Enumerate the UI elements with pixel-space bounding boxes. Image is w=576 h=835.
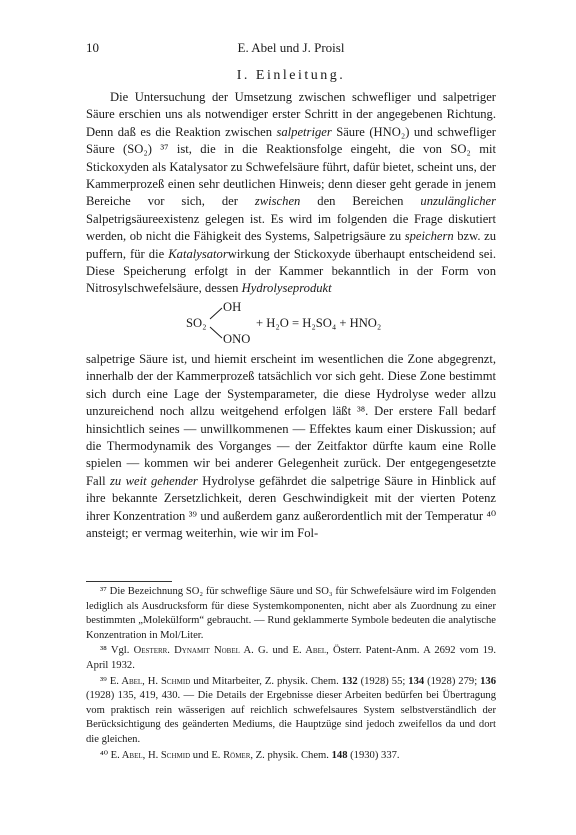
paragraph-1-run: unzulänglicher xyxy=(420,194,496,209)
equation-so3: SO₂ xyxy=(186,315,207,330)
footnote-run: ⁴⁰ xyxy=(100,749,111,761)
page-header xyxy=(86,40,496,58)
paragraph-1-run: zwischen xyxy=(254,194,301,209)
paragraph-1-run: speichern xyxy=(404,229,454,244)
chemical-equation xyxy=(86,300,496,348)
paragraph-2-run: salpetrige Säure ist, und hiemit erscheint im wesentlichen die Zone abgegrenzt, innerhalb der der Kammerprozeß tatsächlich vor sich geht. Diese Zone bestimmt sich durch eine Lage der Systemparameter, die diese Hydrolyse weder allzu unzureichend noch allzu weitgehend erfolgen läßt ³⁸. Der erstere Fall bedarf hinsichtlich seines — unwillkommenen — Effektes kaum einer Diskussion; auf die Thermodynamik des Vorganges — der Zeitfaktor dürfte kaum eine Rolle spielen — kommen wir bei anderer Gelegenheit zurück. Der entgegengesetzte Fall xyxy=(86,351,496,488)
paragraph-1-run: Säure (HNO₂) und schwefliger Säure (SO₂) ³⁷ ist, die in die Reaktionsfolge eingeht, die von SO₂ mit Stickoxyden als Katalysator zu Schwefelsäure führt, dafür bietet, scheint uns, der Kammerprozeß einen sehr deutlichen Hinweis; denn dieser geht gerade in jenem Bereiche vor sich, der xyxy=(86,124,496,209)
body-text xyxy=(86,89,496,542)
footnote-run: (1928) 279; xyxy=(424,675,481,687)
paragraph-1-run: Die Untersuchung der Umsetzung zwischen schwefliger und salpetriger Säure erschien uns als notwendiger erster Schritt in der angegebenen Richtung. Denn daß es die Reaktion zwischen xyxy=(86,90,496,139)
footnote-38 xyxy=(86,644,496,673)
paragraph-1-run: Salpetrigsäureexistenz gelegen ist. Es wird im folgenden die Frage diskutiert werden, ob nicht die Fähigkeit des Systems, Salpetrigsäure zu xyxy=(86,211,496,244)
footnote-run: und xyxy=(190,749,212,761)
footnote-run: , Österr. Patent-Anm. A 2692 vom 19. April 1932. xyxy=(86,645,496,671)
footnote-run: A. G. und xyxy=(239,645,293,657)
footnote-run: 132 xyxy=(341,675,358,687)
paragraph-2 xyxy=(86,351,496,542)
paragraph-2-run: zu weit gehender xyxy=(110,473,198,488)
equation-ono: ONO xyxy=(223,331,251,346)
footnote-run: ³⁸ Vgl. xyxy=(100,645,134,657)
footnote-run: E. Abel, H. Schmid xyxy=(110,749,191,761)
paragraph-1-run: wirkung der Stickoxyde überhaupt entscheidend sei. Diese Speicherung erfolgt in der Kammer bekanntlich in der Form von Nitrosylschwefelsäure, dessen xyxy=(86,246,497,296)
page-number: 10 xyxy=(86,40,99,55)
footnote-40 xyxy=(86,749,496,764)
paragraph-1-run: salpetriger xyxy=(276,124,332,139)
footnote-run: E. Abel xyxy=(292,645,327,657)
footnote-run: E. Abel, H. Schmid xyxy=(109,675,191,687)
equation-rhs: + H₂O = H₂SO₄ + HNO₂ xyxy=(256,315,382,330)
paragraph-1-run: Katalysator xyxy=(168,246,228,261)
footnote-run: (1930) 337. xyxy=(347,749,400,761)
footnote-run: 134 xyxy=(408,675,425,687)
footnote-run: Oesterr. Dynamit Nobel xyxy=(133,645,240,657)
footnote-run: E. Römer xyxy=(211,749,251,761)
footnote-run: ³⁷ Die Bezeichnung SO₂ für schweflige Säure und SO₃ für Schwefelsäure wird im Folgenden lediglich als Ausdrucksform für diese Systemkomponenten, nicht aber als Zuordnung zu einer bestimmten „Molekülform“ gebraucht. — Rund geklammerte Symbole bedeuten die analytische Konzentration in Mol/Liter. xyxy=(86,586,496,641)
footnote-run: (1928) 55; xyxy=(357,675,409,687)
footnote-run: (1928) 135, 419, 430. — Die Details der Ergebnisse dieser Arbeiten bedürfen bei Übertragung vom praktisch rein wässerigen auf reichlich schwefelsaures System selbstverständlich der Berücksichtigung des geänderten Mediums, die Hauptzüge sind jedoch zweifellos da und dort die gleichen. xyxy=(86,690,496,745)
section-heading: I. Einleitung. xyxy=(236,68,346,83)
paragraph-1-run: bzw. zu puffern, für die xyxy=(86,229,496,261)
paragraph-1-run: den Bereichen xyxy=(300,194,421,209)
footnote-run: 148 xyxy=(331,749,348,761)
paragraph-2-run: Hydrolyse gefährdet die salpetrige Säure in Hinblick auf ihre bekannte Zersetzlichkeit, deren Geschwindigkeit mit der vierten Potenz ihrer Konzentration ³⁹ und außerdem ganz außerordentlich mit der Temperatur ⁴⁰ ansteigt; er vermag weiterhin, wie wir im Fol- xyxy=(86,473,496,540)
equation-oh: OH xyxy=(223,299,242,314)
paragraph-1 xyxy=(86,89,496,298)
footnote-run: 136 xyxy=(480,675,496,687)
footnote-run: und Mitarbeiter, Z. physik. Chem. xyxy=(190,675,342,687)
footnote-37 xyxy=(86,585,496,643)
footnote-39 xyxy=(86,675,496,748)
footnote-run: ³⁹ xyxy=(100,675,110,687)
paragraph-1-run: Hydrolyseprodukt xyxy=(241,281,332,296)
running-head: E. Abel und J. Proisl xyxy=(237,40,345,55)
footnote-rule xyxy=(86,581,172,582)
footnote-run: , Z. physik. Chem. xyxy=(250,749,332,761)
footnotes xyxy=(86,585,496,764)
